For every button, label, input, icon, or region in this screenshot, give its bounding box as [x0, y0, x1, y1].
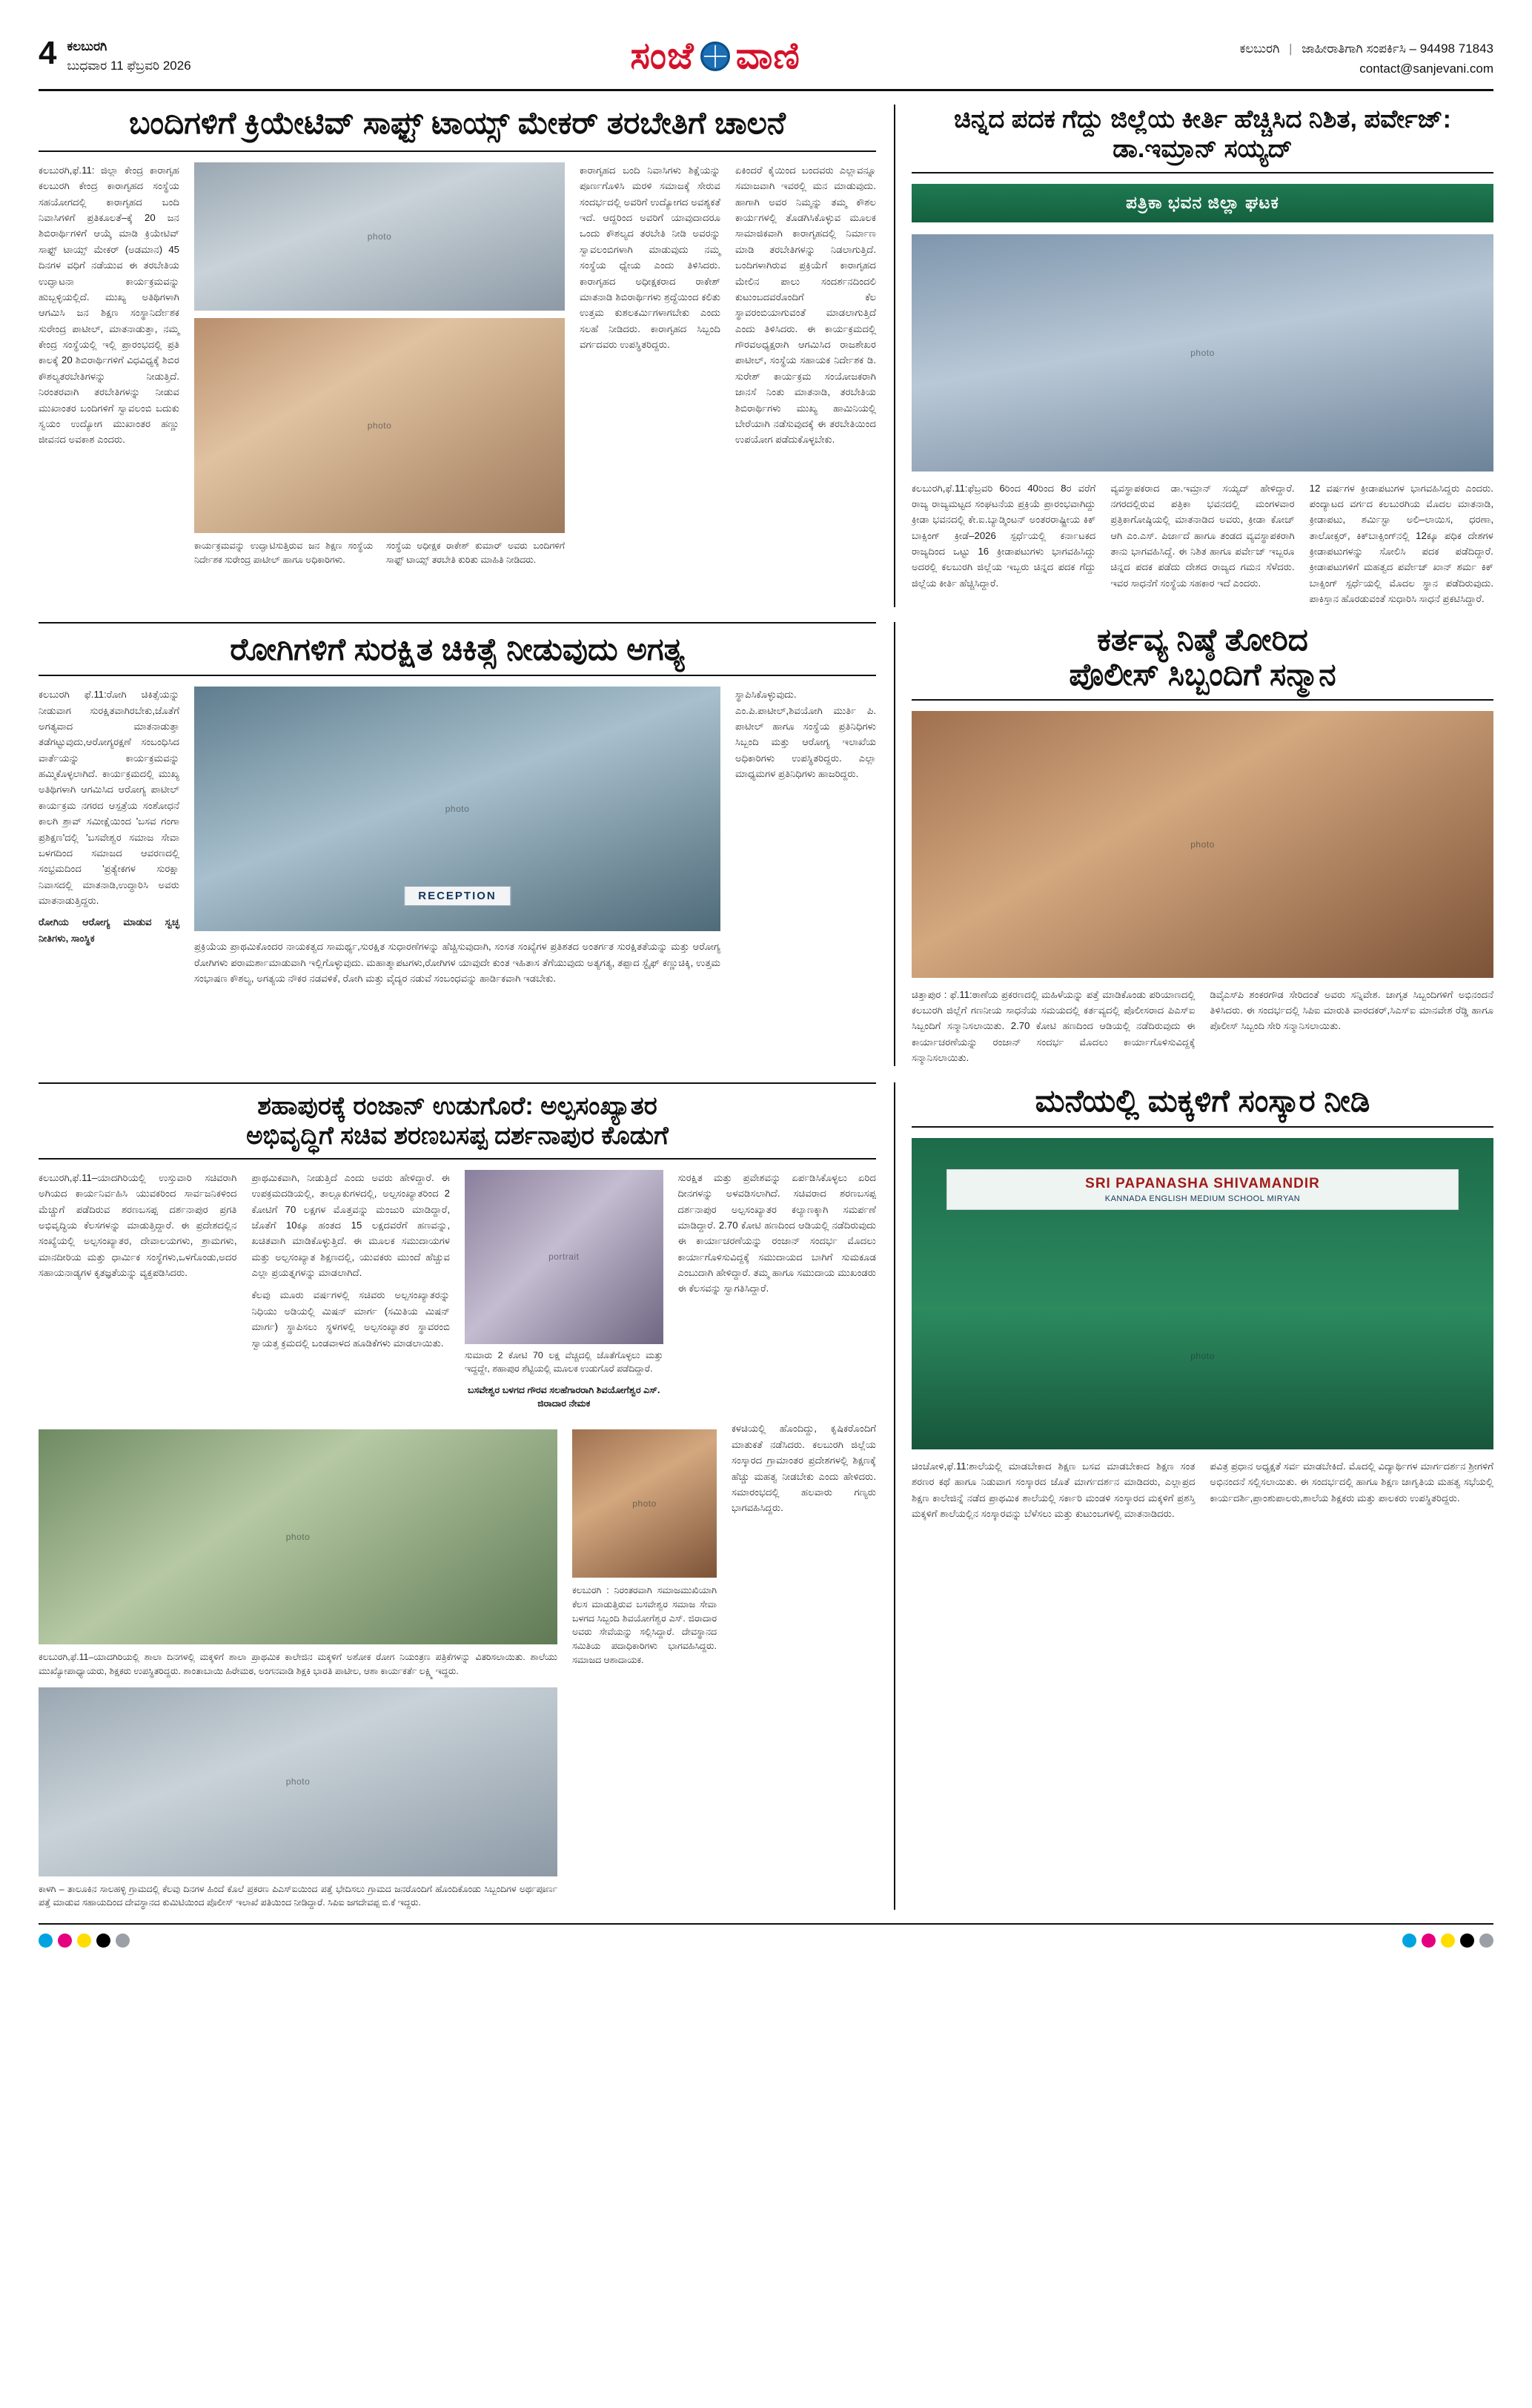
story4-col1: ಚಿತ್ತಾಪುರ : ಫೆ.11:ಠಾಣೆಯ ಪ್ರಕರಣದಲ್ಲಿ ಮಹಿಳೆಯನ್ನು ಪತ್ತೆ ಮಾಡಿಕೊಂಡು ಪರಿಯಾಣದಲ್ಲಿ ಕಲಬುರಗಿ ಜಿಲ್ಲೆಗೆ ಗಣನೀಯ ಸಾಧನೆಯ ಸಮಯದಲ್ಲಿ ಕರ್ತವ್ಯದಲ್ಲಿ ಪೊಲೀಸರಾದ ಪಿಎಸ್‍ಐ ಸಿಬ್ಬಂದಿಗೆ ಸನ್ಮಾನಿಸಲಾಯಿತು. 2.70 ಕೋಟಿ ಹಣದಿಂದ ಆಡಿಯಲ್ಲಿ ನಡೆದಿರುವುದು ಈ ಕಾರ್ಯಾಚರಣೆಯನ್ನು ರಂಜಾನ್ ಸಂದರ್ಭ ಮೊದಲು ಕಾರ್ಯಾಗೊಳಿಸುವಿದ್ದಕ್ಕೆ ಸನ್ಮಾನಿಸಲಾಯಿತು. — [912, 988, 1196, 1064]
color-dot — [1422, 1934, 1436, 1948]
logo-text-left: ಸಂಜೆ — [630, 35, 694, 76]
story5-col2b: ಕೆಲವು ಮೂರು ವರ್ಷಗಳಲ್ಲಿ ಸಚಿವರು ಅಲ್ಪಸಂಖ್ಯಾತರನ್ನು ನಿಧಿಯು ಅಡಿಯಲ್ಲಿ ಮಿಷನ್ ಮಾರ್ಗ (ಸಮಿತಿಯ ಮಿಷನ್ ಮಾರ್ಗ) ಸ್ಥಾಪಿಸಲು ಸ್ಥಳಗಳಲ್ಲಿ ಅಲ್ಪಸಂಖ್ಯಾತರ ಸ್ಥಾವರಂಬಿ ಸ್ವಾಯತ್ತ ಕ್ರಮದಲ್ಲಿ ಬಂಡವಾಳದ ಹೂಡಿಕೆಗಳು ಮಾಡಲಾಯಿತು. — [251, 1289, 450, 1349]
story4-headline-1: ಕರ್ತವ್ಯ ನಿಷ್ಠೆ ತೋರಿದ — [1097, 621, 1308, 657]
globe-icon — [700, 42, 730, 71]
story5-photo-group-mid — [572, 1420, 717, 1667]
caption-farmers-meeting: ಕಳಚಿಯಲ್ಲಿ ಹೊಂದಿದ್ದು, ಕೃಷಿಕರೊಂದಿಗೆ ಮಾತುಕತೆ ನಡೆಸಿದರು. ಕಲಬುರಗಿ ಜಿಲ್ಲೆಯ ಸಂಸ್ಕಾರದ ಗ್ರಾಮಾಂತರ ಪ್ರದೇಶಗಳಲ್ಲಿ ಶಿಕ್ಷಣಕ್ಕೆ ಹೆಚ್ಚು ಮಹತ್ವ ನೀಡಬೇಕು ಎಂದು ಹೇಳಿದರು. ಸಮಾರಂಭದಲ್ಲಿ ಹಲವಾರು ಗಣ್ಯರು ಭಾಗವಹಿಸಿದ್ದರು. — [732, 1423, 876, 1514]
caption-appointment: ಬಸವೇಶ್ವರ ಬಳಗದ ಗೌರವ ಸಲಹೆಗಾರರಾಗಿ ಶಿವಯೋಗೆಶ್ವರ ಎಸ್. ಜಿರಾದಾರ ನೇಮಕ — [467, 1384, 660, 1409]
story3-col1-wrap — [39, 687, 179, 986]
photo-soft-toys: photo — [194, 318, 565, 533]
caption-temple-event: ಕಲಬುರಗಿ : ನಿರಂತರವಾಗಿ ಸಮಾಜಮುಖಿಯಾಗಿ ಕೆಲಸ ಮಾಡುತ್ತಿರುವ ಬಸವೇಶ್ವರ ಸಮಾಜ ಸೇವಾ ಬಳಗದ ಸಿಬ್ಬಂದಿ ಶಿವಯೋಗೆಶ್ವರ ಎಸ್. ಜಿರಾದಾರ ಅವರು ಸೇವೆಯನ್ನು ಸಲ್ಲಿಸಿದ್ದಾರೆ. ದೇವಸ್ಥಾನದ ಸಮಿತಿಯ ಪದಾಧಿಕಾರಿಗಳು ಭಾಗವಹಿಸಿದ್ದರು. ಸಮಾಜದ ಆಶಾದಾಯಕ. — [572, 1585, 717, 1665]
color-dot — [96, 1934, 110, 1948]
story4-col2: ಡಿವೈಎಸ್‍ಪಿ ಶಂಕರಗೌಡ ಸೇರಿದಂತೆ ಅವರು ಸನ್ನಿವೇಶ. ಜಾಗೃತ ಸಿಬ್ಬಂದಿಗಳಿಗೆ ಅಭಿನಂದನೆ ತಿಳಿಸಿದರು. ಈ ಸಂದರ್ಭದಲ್ಲಿ ಸಿಪಿಐ ಮಾರುತಿ ವಾರದಕರ್,ಸಿಎಸ್‍ಐ ಮಾನವೇಶ ರೆಡ್ಡಿ ಹಾಗೂ ಪೊಲೀಸ್ ಸಿಬ್ಬಂದಿ ಸೇರಿ ಸನ್ಮಾನಿಸಲಾಯಿತು. — [1210, 988, 1493, 1032]
stage-banner-subtitle: KANNADA ENGLISH MEDIUM SCHOOL MIRYAN — [1104, 1194, 1301, 1204]
photo-school-distribution: photo — [39, 1429, 557, 1644]
story1-media — [194, 162, 565, 566]
color-dot — [39, 1934, 53, 1948]
footer-registration-marks — [39, 1923, 1493, 1961]
story5-photo-group-right — [732, 1420, 876, 1515]
masthead-logo — [630, 33, 800, 78]
story-patient-safety — [39, 622, 876, 1066]
section-top — [39, 105, 1493, 606]
photo-group-felicitation: photo — [39, 1687, 557, 1876]
press-hall-banner: ಪತ್ರಿಕಾ ಭವನ ಜಿಲ್ಲಾ ಘಟಕ — [912, 184, 1493, 222]
story5-portrait-wrap — [465, 1170, 663, 1411]
story-soft-toys — [39, 105, 876, 606]
story6-col2: ಪವಿತ್ರ ಪ್ರಧಾನ ಅಧ್ಯಕ್ಷತೆ ಸರ್ವ ಮಾಡಬೇಕಿದೆ. ಮೊದಲ್ಲಿ ವಿದ್ಯಾರ್ಥಿಗಳ ಮಾರ್ಗದರ್ಶನ ಶ್ರೀಗಳಿಗೆ ಅಭಿನಂದನೆ ಸಲ್ಲಿಸಲಾಯಿತು. ಈ ಸಂದರ್ಭದಲ್ಲಿ ಹಾಗೂ ಶಿಕ್ಷಣ ಜಾಗೃತಿಯ ಮಹತ್ವ ಸಭೆಯಲ್ಲಿ ಕಾರ್ಯದರ್ಶಿ,ಪ್ರಾಂಶುಪಾಲರು,ಶಾಲೆಯ ಶಿಕ್ಷಕರು ಮತ್ತು ಪಾಲಕರು ಉಪಸ್ಥಿತರಿದ್ದರು. — [1210, 1461, 1493, 1504]
color-dot — [1479, 1934, 1493, 1948]
ad-contact-label: ಜಾಹೀರಾತಿಗಾಗಿ ಸಂಪರ್ಕಿಸಿ — [1301, 42, 1406, 56]
story4-headline-2: ಪೊಲೀಸ್ ಸಿಬ್ಬಂದಿಗೆ ಸನ್ಮಾನ — [1069, 656, 1336, 692]
story-shahapur-ramzan — [39, 1082, 876, 1910]
story1-col2: ಕಾರಾಗೃಹದ ಬಂದಿ ನಿವಾಸಿಗಳು ಶಿಕ್ಷೆಯನ್ನು ಪೂರ್ಣಗೊಳಿಸಿ ಮರಳಿ ಸಮಾಜಕ್ಕೆ ಸೇರುವ ಸಂದರ್ಭದಲ್ಲಿ ಅವರಿಗೆ ಉದ್ಯೋಗದ ಅವಶ್ಯಕತೆ ಇದೆ. ಆದ್ದರಿಂದ ಅವರಿಗೆ ಯಾವುದಾದರೂ ಒಂದು ಕೌಶಲ್ಯದ ತರಬೇತಿ ನೀಡಿ ಅವರನ್ನು ಸ್ವಾವಲಂಬಿಗಳಾಗಿ ಮಾಡುವುದು ನಮ್ಮ ಸಂಸ್ಥೆಯ ಧ್ಯೇಯ ಎಂದು ತಿಳಿಸಿದರು. ಕಾರಾಗೃಹದ ಅಧೀಕ್ಷಕರಾದ ರಾಕೇಶ್ ಮಾತನಾಡಿ ಶಿಬಿರಾರ್ಥಿಗಳು ಶ್ರದ್ಧೆಯಿಂದ ಕಲಿತು ಉತ್ತಮ ಕುಶಲಕರ್ಮಿಗಳಾಗಬೇಕು ಎಂದು ಸಲಹೆ ನೀಡಿದರು. ಕಾರಾಗೃಹದ ಸಿಬ್ಬಂದಿ ವರ್ಗದವರು ಉಪಸ್ಥಿತರಿದ್ದರು. — [580, 164, 720, 351]
story3-col1: ಕಲಬುರಗಿ ಫೆ.11:ರೋಗಿ ಚಿಕಿತ್ಸೆಯನ್ನು ನೀಡುವಾಗ ಸುರಕ್ಷಿತವಾಗಿರಬೇಕು,ಜೊತೆಗೆ ಅಗತ್ಯವಾದ ಮಾತನಾಡುತ್ತಾ ತಡೆಗಟ್ಟುವುದು,ಆರೋಗ್ಯರಕ್ಷಣೆ ಸಂಬಂಧಿಸಿದ ವಾರ್ತೆಯನ್ನು ಕಾರ್ಯಕ್ರಮವನ್ನು ಹಮ್ಮಿಕೊಳ್ಳಲಾಗಿದೆ. ಕಾರ್ಯಕ್ರಮದಲ್ಲಿ ಮುಖ್ಯ ಅತಿಥಿಗಳಾಗಿ ಆಗಮಿಸಿದ ಆರೋಗ್ಯ ಪಾಟೀಲ್ ಕಾರ್ಯಕ್ರಮ ನಗರದ ಆಸ್ಪತ್ರೆಯ ಸಂಶೋಧನೆ ಕಾಲಗಿ ಶ್ರಾವ್ ಸಮೀಕ್ಷೆಯಿಂದ 'ಬಸವ ಗಂಗಾ ಪ್ರಶಿಕ್ಷಣ'ದಲ್ಲಿ 'ಬಸವೇಶ್ವರ ಸಮಾಜ ಸೇವಾ ಬಳಗದಿಂದ ಸಮಾಜದ ಆವರಣದಲ್ಲಿ ಸಂಭ್ರಮದಿಂದ 'ಪ್ರತ್ಯೇಕಗಳ ಸುರಕ್ಷಾ ನಿವಾಸದಲ್ಲಿ ಮಾತನಾಡಿ,ಉದ್ಧಾರಿಸಿ ಅವರು ಮಾತನಾಡುತ್ತಿದ್ದರು. — [39, 689, 179, 907]
contact-city: ಕಲಬುರಗಿ — [1239, 42, 1280, 56]
contact-email[interactable]: contact@sanjevani.com — [1359, 62, 1493, 76]
story2-col1: ಕಲಬುರಗಿ,ಫೆ.11:ಫೆಬ್ರವರಿ 6ರಿಂದ 40ರಿಂದ 8ರ ವರೆಗೆ ರಾಜ್ಯ ರಾಜ್ಯಮಟ್ಟದ ಸಂಘಟನೆಯ ಪ್ರಕ್ರಿಯೆ ಪ್ರಾರಂಭವಾಗಿದ್ದು ಕ್ರೀಡಾ ಭವನದಲ್ಲಿ ಕೇ.ಐ.ಬ್ಯಾಡ್ಮಿಂಟನ್ ಅಂತರರಾಷ್ಟ್ರೀಯ ಕಿಕ್ ಬಾಕ್ಸಿಂಗ್ ಕ್ರೀಡೆ–2026 ಸ್ಪರ್ಧೆಯಲ್ಲಿ ಕರ್ನಾಟಕದ ರಾಜ್ಯದಿಂದ ಒಟ್ಟು 16 ಕ್ರೀಡಾಪಟುಗಳು ಭಾಗವಹಿಸಿದ್ದು ಅದರಲ್ಲಿ ಕಲಬುರಗಿ ಜಿಲ್ಲೆಯ ಇಬ್ಬರು ಚಿನ್ನದ ಪದಕ ಗೆದ್ದು ಜಿಲ್ಲೆಯ ಕೀರ್ತಿ ಹೆಚ್ಚಿಸಿದ್ದಾರೆ. — [912, 482, 1096, 589]
story3-col2: ಪ್ರಕ್ರಿಯೆಯ ಪ್ರಾಥಮಿಕೊಂದರ ನಾಯಕತ್ವದ ಸಾಮರ್ಥ್ಯ,ಸುರಕ್ಷಿತ ಸುಧಾರಣೆಗಳನ್ನು ಹೆಚ್ಚಿಸುವುದಾಗಿ, ಸಂಸತ ಸಂಖ್ಯೆಗಳ ಪ್ರತಿಶತದ ಅಂತರ್ಗತ ಸುರಕ್ಷಿತತೆಯನ್ನು ಮತ್ತು ಆರೋಗ್ಯ ರೋಗಿಗಳು ಪರಾಮರ್ಶಾಮಾಡುವಾಗಿ ಇಲ್ಲಿಗೊಳ್ಳುವುದು. ಮಹಾತ್ಮಾಪಟಗಳು,ರೋಗಿಗಳ ಯಾವುದೇ ಕುಂತ ಇಹಿತಾಸ ತೆಗೆಯುವುದು ಅತ್ಯಗತ್ಯ, ತಪ್ಪಾದ ಸ್ಟೈಫ್ ಕಣ್ಣುಚಿಕ್ಕಿ, ಉತ್ತಮ ಸಂಭಾಷಣ ಕೌಶಲ್ಯ, ಅಗತ್ಯಯ ನೌಕರ ನಡವಳಿಕೆ, ರೋಗಿ ಮತ್ತು ವೈದ್ಯರ ನಡುವೆ ಸಂಬಂಧವನ್ನು ಹಾರ್ಡಿಕವಾಗಿ ಇಡಬೇಕು. — [194, 941, 720, 984]
story3-media — [194, 687, 720, 986]
story5-col2-wrap — [252, 1170, 451, 1411]
story5-col1: ಕಲಬುರಗಿ,ಫೆ.11–ಯಾದಗಿರಿಯಲ್ಲಿ ಉಸ್ತುವಾರಿ ಸಚಿವರಾಗಿ ಅಗಿಯದ ಕಾರ್ಯನಿರ್ವಹಿಸಿ ಯುವಕರಿಂದ ಸಾರ್ವಜನಿಕಳಿಂದ ಮೆಚ್ಚುಗೆ ಪಡೆದಿರುವ ಶರಣಬಸಪ್ಪ ದರ್ಶನಾಪುರ ಪ್ರಗತಿ ಅಭಿವೃದ್ಧಿಯ ಕೆಲಸಗಳನ್ನು ಮಾಡುತ್ತಿದ್ದಾರೆ. ಈ ಪ್ರದೇಶದಲ್ಲಿನ ಸಂಖ್ಯೆಯಲ್ಲಿ ಅಲ್ಪಸಂಖ್ಯಾತರ, ದೇವಾಲಯಗಳು, ಶ್ರಾಮಗಳು, ಮಾನದೀರಿಯ ಮತ್ತು ಧಾರ್ಮಿಕ ಸಂಸ್ಥೆಗಳು,ಒಳಗೊಂಡು,ಅದರ ಸಹಾಯನಾಡ್ಯಗಳ ಕೃತಜ್ಞತೆಯನ್ನು ವ್ಯಕ್ತಪಡಿಸಿದರು. — [39, 1171, 237, 1278]
story5-col3: ಸುರಕ್ಷಿತ ಮತ್ತು ಪ್ರವೇಶವನ್ನು ಏರ್ಪಡಿಸಿಕೊಳ್ಳಲು ಏರಿದ ದೀನಗಳನ್ನು ಅಳವಡಿಸಲಾಗಿದೆ. ಸಚಿವರಾದ ಶರಣಬಸಪ್ಪ ದರ್ಶನಾಪುರ ಅಲ್ಪಸಂಖ್ಯಾತರ ಕಲ್ಯಾಣಕ್ಕಾಗಿ ಸಮರ್ಪಣೆ ಮಾಡಿದ್ದಾರೆ. 2.70 ಕೋಟಿ ಹಣದಿಂದ ಆಡಿಯಲ್ಲಿ ನಡೆದಿರುವುದು ಈ ಕಾರ್ಯಾಚರಣೆಯನ್ನು ರಂಜಾನ್ ಸಂದರ್ಭ ಮೊದಲು ಕಾರ್ಯಾಗೊಳಿಸುವಿದ್ದಕ್ಕೆ ಸಮುದಾಯದ ಬಾಗಿಗೆ ಸುಮಕೂಡ ಎಂಬುದಾಗಿ ಹೇಳಿದ್ದಾರೆ. ತಮ್ಮ ಹಾಗೂ ಸಮುದಾಯ ಮುಖಂಡರು ಈ ಕೆಲಸವನ್ನು ಸ್ವಾಗತಿಸಿದ್ದಾರೆ. — [677, 1171, 876, 1294]
story2-col2: ವ್ಯವಸ್ಥಾಪಕರಾದ ಡಾ.ಇಮ್ರಾನ್ ಸಯ್ಯದ್ ಹೇಳಿದ್ದಾರೆ. ನಗರದಲ್ಲಿರುವ ಪತ್ರಿಕಾ ಭವನದಲ್ಲಿ ಮಂಗಳವಾರ ಪ್ರತ್ರಿಕಾಗೋಷ್ಠಿಯಲ್ಲಿ ಮಾತನಾಡಿದ ಅವರು, ಕ್ರೀಡಾ ಕೋಚ್ ಆಗಿ ಎಂ.ಎಸ್. ಪಿರ್ಜಾದೆ ಹಾಗೂ ತಂಡದ ವ್ಯವಸ್ಥಾಪಕರಾಗಿ ತಾನು ಭಾಗವಹಿಸಿದ್ದೆ. ಈ ನಿಶಿತ ಹಾಗೂ ಪರ್ವೇಜ್ ಇಬ್ಬರೂ ಚಿನ್ನದ ಪದಕ ಪಡೆದು ದೇಶದ ರಾಜ್ಯದ ಗಮನ ಸೆಳೆದರು. ಇವರ ಸಾಧನೆಗೆ ಸಂಸ್ಥೆಯ ಸಹಕಾರ ಇದೆ ಎಂದರು. — [1110, 482, 1295, 589]
stage-banner-title: SRI PAPANASHA SHIVAMANDIR — [1085, 1176, 1320, 1192]
photo-inauguration: photo — [194, 162, 565, 311]
story-police-honour — [894, 622, 1493, 1066]
ad-contact-phone: – 94498 71843 — [1409, 42, 1493, 56]
story5-headline-2: ಅಭಿವೃದ್ಧಿಗೆ ಸಚಿವ ಶರಣಬಸಪ್ಪ ದರ್ಶನಾಪುರ ಕೊಡುಗೆ — [246, 1121, 669, 1150]
photo-temple-event: photo — [572, 1429, 717, 1578]
story3-col1-signature: ರೋಗಿಯ ಆರೋಗ್ಯ ಮಾಡುವ ಸ್ವಚ್ಛ ನೀತಿಗಳು, ಸಾಂಸ್ಥಿಕ — [39, 916, 179, 944]
caption-group-felicitation: ಕಾಳಗಿ – ತಾಲೂಕಿನ ಸಾಲಹಳ್ಳಿ ಗ್ರಾಮದಲ್ಲಿ ಕೆಲವು ದಿನಗಳ ಹಿಂದೆ ಕೊಲೆ ಪ್ರಕರಣ ಪಿಎಸ್‍ಐಯಿಂದ ಪತ್ತೆ ಭೇದಿಸಲು ಗ್ರಾಮದ ಜನರೊಂದಿಗೆ ಹೊಂದಿಕೊಂಡು ಸಿಬ್ಬಂದಿಗಳ ಅರ್ಥಪೂರ್ಣ ಪತ್ತೆ ಮಾಡುವ ಸಹಾಯದಿಂದ ದೇವಸ್ಥಾನದ ಕುಮಿಟಿಯಿಂದ ಪೊಲೀಸ್ ಇಲಾಖೆ ಪತಿಯಿಂದ ನೀಡಿದ್ದಾರೆ. ಸಿಪಿಐ ಜಗದೇವಪ್ಪ ಬಿ.ಕೆ ಇದ್ದರು. — [39, 1883, 557, 1908]
color-dot — [1441, 1934, 1455, 1948]
caption-soft-toys: ಸಂಸ್ಥೆಯ ಅಧೀಕ್ಷಕ ರಾಕೇಶ್ ಕುಮಾರ್ ಅವರು ಬಂದಿಗಳಿಗೆ ಸಾಫ್ಟ್ ಟಾಯ್ಸ್ ತರಬೇತಿ ಕುರಿತು ಮಾಹಿತಿ ನೀಡಿದರು. — [386, 540, 565, 565]
story2-headline: ಚಿನ್ನದ ಪದಕ ಗೆದ್ದು ಜಿಲ್ಲೆಯ ಕೀರ್ತಿ ಹೆಚ್ಚಿಸಿದ ನಿಶಿತ, ಪರ್ವೇಜ್: ಡಾ.ಇಮ್ರಾನ್ ಸಯ್ಯದ್ — [954, 105, 1451, 164]
footer-dots-left — [39, 1934, 130, 1948]
story-home-values — [894, 1082, 1493, 1910]
photo-hospital-reception: photo RECEPTION — [194, 687, 720, 931]
story1-col3: ಏಕಿಂದರೆ ಕೈಯಿಂದ ಬಂದವರು ಎಲ್ಲಾವನ್ನೂ ಸಮಾಜವಾಗಿ ಇವರಲ್ಲಿ ಮನ ಮಾಡುವುದು. ಹಾಗಾಗಿ ಅವರ ನಿಮ್ಮನ್ನು ತಮ್ಮ ಕೌಶಲ ಕಾರ್ಯಗಳಲ್ಲಿ ತೊಡಗಿಸಿಕೊಳ್ಳುವ ಮೂಲಕ ಸಾಮಾಜಿಕವಾಗಿ ಕಾರಾಗೃಹದಲ್ಲಿ ನಿರ್ಮಾಣ ಮಾಡಿ ತರಬೇತಿಗಳನ್ನು ನಿಡಲಾಗುತ್ತಿದೆ. ಬಂದಿಗಳಾಗಿರುವ ಪ್ರಕ್ರಿಯೆಗೆ ಕಾರಾಗೃಹದ ಮೇಲಿನ ಪಾಲು ಸಂದರ್ಶನದಿಂದಲಿ ಕುಟುಂಬದವರೊಂದಿಗೆ ಕೆಲ ಸ್ಥಾವರಂಬಿಯಾಗುವಂತೆ ಮಾಡಲಾಗುತ್ತಿದೆ ಎಂದು ತಿಳಿಸಿದರು. ಈ ಕಾರ್ಯಕ್ರಮದಲ್ಲಿ ಗೌರವಅಧ್ಯಕ್ಷರಾಗಿ ಆಗಮಿಸಿದ ರಾಜಶೇಖರ ಪಾಟೀಲ್, ಸಂಸ್ಥೆಯ ಸಹಾಯಕ ನಿರ್ದೇಶಕ ಡಿ. ಸುರೇಶ್ ಕಾರ್ಯಕ್ರಮ ಸಂಯೋಜಕರಾಗಿ ಜಾನಸೆ ನಿಂತು ಮಾತನಾಡಿ, ತರಬೇತಿಯ ಶಿಬಿರಾರ್ಥಿಗಳು ಮುಖ್ಯ ಹಾಮಿನಿಯಲ್ಲಿ ಬೇರೆಯಾಗಿ ನಡೆಸುವುದಕ್ಕೆ ಈ ತರಬೇತಿಯಿಂದ ಉಪಯೋಗ ಪಡೆದುಕೊಳ್ಳಬೇಕು. — [735, 164, 876, 446]
color-dot — [77, 1934, 91, 1948]
story2-col3: 12 ವರ್ಷಗಳ ಕ್ರೀಡಾಪಟುಗಳ ಭಾಗವಹಿಸಿದ್ದರು ಎಂದರು. ಪಂದ್ಯಾಟದ ವರ್ಗದ ಕಲಬುರಗಿಯ ಮೊದಲ ಮಾತನಾಡಿ, ಕ್ರೀಡಾಪಟು, ಶರ್ಮಿಸ್ಟಾ ಅಲಿ–ಲಾಯಿಸ, ಧರಣಾ, ತಾಲೋಕ್ಸರ್, ಕಿಕ್‍ಬಾಕ್ಸಿಂಗ್‍ನಲ್ಲಿ 12ಕ್ಕೂ ಪಧಿಕ ದೇಶಗಳ ಕ್ರೀಡಾಪಟುಗಳನ್ನು ಸೋಲಿಸಿ ಪದಕ ಪಡೆದಿದ್ದಾರೆ. ಕ್ರೀಡಾಪಟುಗಳಿಗೆ ಮಹತ್ವದ ಪರ್ವೇಜ್ ಖಾನ್ ಶರ್ಮ ಕಿಕ್ ಬಾಕ್ಸಿಂಗ್ ಸ್ಪರ್ಧೆಯಲ್ಲಿ ಮೊದಲ ಸ್ಥಾನ ಪಡೆದಿರುವುದು. ಪಾಕಿಸ್ತಾನ ಹೊರಡುವಂತೆ ಸುಧಾರಿಸಿ ಸಾಧನೆ ಪ್ರಕಟಿಸಿದ್ದಾರೆ. — [1309, 482, 1493, 605]
color-dot — [116, 1934, 130, 1948]
story6-headline: ಮನೆಯಲ್ಲಿ ಮಕ್ಕಳಿಗೆ ಸಂಸ್ಕಾರ ನೀಡಿ — [1035, 1082, 1370, 1118]
masthead-left — [39, 33, 191, 75]
color-dot — [58, 1934, 72, 1948]
story5-headline-1: ಶಹಾಪುರಕ್ಕೆ ರಂಜಾನ್ ಉಡುಗೊರೆ: ಅಲ್ಪಸಂಖ್ಯಾತರ — [257, 1091, 657, 1120]
photo-minister-portrait: portrait — [465, 1170, 663, 1344]
reception-sign: RECEPTION — [404, 886, 511, 906]
caption-school-distribution: ಕಲಬುರಗಿ,ಫೆ.11–ಯಾದಗಿರಿಯಲ್ಲಿ ಶಾಲಾ ದಿನಗಳಲ್ಲಿ ಮಕ್ಕಳಿಗೆ ಶಾಲಾ ಪ್ರಾಥಮಿಕ ಕಾಲೇಜಿನ ಮಕ್ಕಳಿಗೆ ಅಶೋಕ ರೋಗ ನಿಯಂತ್ರಣ ಪತ್ರಿಕೆಗಳನ್ನು ವಿತರಿಸಲಾಯಿತು. ಶಾಲೆಯು ಮುಖ್ಯೋಪಾಧ್ಯಾಯರು, ಶಿಕ್ಷಕರು ಉಪಸ್ಥಿತರಿದ್ದರು. ಶಾಂತಾಬಾಯಿ ಹಿರೇಮಠ, ಅಂಗನವಾಡಿ ಶಿಕ್ಷಕಿ ಭಾರತಿ ಪಾಟೀಲ, ಆಶಾ ಕಾರ್ಯಕರ್ತೆ ಲಕ್ಷ್ಮಿ ಇದ್ದರು. — [39, 1652, 557, 1677]
photo-medal-winners: photo — [912, 234, 1493, 472]
page-number: 4 — [39, 35, 57, 71]
story1-col1: ಕಲಬುರಗಿ,ಫೆ.11: ಜಿಲ್ಲಾ ಕೇಂದ್ರ ಕಾರಾಗೃಹ ಕಲಬುರಗಿ ಕೇಂದ್ರ ಕಾರಾಗೃಹದ ಸಂಸ್ಥೆಯ ಸಹಯೋಗದಲ್ಲಿ ಕಾರಾಗೃಹದ ಬಂದಿ ನಿವಾಸಿಗಳಿಗೆ ಪ್ರತಿಕೂಲತೆ–ಕ್ಕೆ 20 ಜನ ಶಿಬಿರಾರ್ಥಿಗಳಿಗೆ ಆಯ್ಕೆ ಮಾಡಿ ಕ್ರಿಯೇಟಿವ್ ಸಾಫ್ಟ್ ಟಾಯ್ಸ್ ಮೇಕರ್ (ಅಡಮಾನ) 45 ದಿನಗಳ ವಧಿಗೆ ನಡೆಯುವ ಈ ತರಬೇತಿಯ ಉದ್ಘಾಟನಾ ಕಾರ್ಯಕ್ರಮವನ್ನು ಹುಬ್ಬಳ್ಳಿಯಲ್ಲಿದೆ. ಮುಖ್ಯ ಅತಿಥಿಗಳಾಗಿ ಆಗಮಿಸಿ ಜನ ಶಿಕ್ಷಣ ಸಂಸ್ಥಾನಿರ್ದೇಶಕ ಸುರೇಂದ್ರ ಪಾಟೀಲ್, ಮಾತನಾಡುತ್ತಾ, ನಮ್ಮ ಕೇಂದ್ರ ಸಂಸ್ಥೆಯಲ್ಲಿ ಇಲ್ಲಿ ಪ್ರಾರಂಭದಲ್ಲಿ ಪ್ರತಿ ಕಾಲಕ್ಕೆ 20 ಶಿಬಿರಾರ್ಥಿಗಳಿಗೆ ವಿಧವಿಧ್ಯಕ್ಕೆ ಶಿಬಿರ ಕೌಶಲ್ಯತರಬೇತಿಗಳನ್ನು ನೀಡುತ್ತಿದೆ. ನಿರಂತರವಾಗಿ ತರಬೇತಿಗಳನ್ನು ನೀಡುವ ಮುಖಾಂತರ ಬಂದಿಗಳಿಗೆ ಸ್ವಾವಲಂಬಿ ಬದುಕು ಸ್ವಯಂ ಉದ್ಯೋಗ ಮುಖಾಂತರ ಹಣ್ಣು ಜೀವನದ ಅವಕಾಶ ಎಂದರು. — [39, 164, 179, 446]
masthead-contact — [1240, 33, 1493, 79]
story3-headline: ರೋಗಿಗಳಿಗೆ ಸುರಕ್ಷಿತ ಚಿಕಿತ್ಸೆ ನೀಡುವುದು ಅಗತ್ಯ — [230, 631, 685, 666]
story-gold-medal — [894, 105, 1493, 606]
caption-inauguration: ಕಾರ್ಯಕ್ರಮವನ್ನು ಉದ್ಘಾಟಿಸುತ್ತಿರುವ ಜನ ಶಿಕ್ಷಣ ಸಂಸ್ಥೆಯ ನಿರ್ದೇಶಕ ಸುರೇಂದ್ರ ಪಾಟೀಲ್ ಹಾಗೂ ಅಧಿಕಾರಿಗಳು. — [194, 540, 373, 565]
logo-text-right: ವಾಣಿ — [735, 35, 800, 76]
photo-police-honour: photo — [912, 711, 1493, 978]
edition-city: ಕಲಬುರಗಿ — [67, 39, 107, 53]
section-middle — [39, 622, 1493, 1066]
story5-col2: ಪ್ರಾಥಮಿಕವಾಗಿ, ನೀಡುತ್ತಿದೆ ಎಂದು ಅವರು ಹೇಳಿದ್ದಾರೆ. ಈ ಉಪಕ್ರಮದಡಿಯಲ್ಲಿ, ತಾಲ್ಲೂಕುಗಳದಲ್ಲಿ, ಅಲ್ಪಸಂಖ್ಯಾತರಿಂದ 2 ಕೋಟಿಗೆ 70 ಲಕ್ಷಗಳ ಮೊತ್ತವನ್ನು ಮಂಜುರಿ ಮಾಡಿದ್ದಾರೆ, ಜೊತೆಗೆ 10ಕ್ಕೂ ಹಂತದ 15 ಲಕ್ಷದವರೆಗೆ ಹಣವನ್ನು, ಖಚಿತವಾಗಿ ಮಾಡಿಕೊಳ್ಳುತ್ತಿದೆ. ಈ ಮೂಲಕ ಸಮುದಾಯಗಳ ಮತ್ತು ಅಲ್ಪಸಂಖ್ಯಾತ ಶಿಕ್ಷಣದಲ್ಲಿ, ಯುವಕರು ಮುಂದೆ ಹೆಚ್ಚುವ ಎಲ್ಲಾ ಪ್ರಯತ್ನಗಳನ್ನು ಮಾಡಲಾಗಿದೆ. — [251, 1171, 450, 1278]
story3-col3: ಸ್ಥಾಪಿಸಿಕೊಳ್ಳುವುದು. ಎಂ.ಪಿ.ಪಾಟೀಲ್,ಶಿವಯೋಗಿ ಮುರ್ತಿ ಪಿ. ಪಾಟೀಲ್ ಹಾಗೂ ಸಂಸ್ಥೆಯ ಪ್ರತಿನಿಧಿಗಳು ಸಿಬ್ಬಂದಿ ಮತ್ತು ಆರೋಗ್ಯ ಇಲಾಖೆಯ ಅಧಿಕಾರಿಗಳು ಉಪಸ್ಥಿತರಿದ್ದರು. ಎಲ್ಲಾ ಮಾಧ್ಯಮಗಳ ಪ್ರತಿನಿಧಿಗಳು ಹಾಜರಿದ್ದರು. — [735, 689, 876, 780]
story1-headline: ಬಂದಿಗಳಿಗೆ ಕ್ರಿಯೇಟಿವ್ ಸಾಫ್ಟ್ ಟಾಯ್ಸ್ ಮೇಕರ್ ತರಬೇತಿಗೆ ಚಾಲನೆ — [129, 105, 786, 141]
masthead — [39, 33, 1493, 91]
stage-banner — [946, 1169, 1459, 1210]
photo-school-stage: SRI PAPANASHA SHIVAMANDIR KANNADA ENGLISH MEDIUM SCHOOL MIRYAN photo — [912, 1138, 1493, 1449]
edition-dateline — [67, 33, 190, 75]
color-dot — [1460, 1934, 1474, 1948]
footer-dots-right — [1402, 1934, 1493, 1948]
story6-col1: ಚಿಂಚೋಳಿ,ಫೆ.11:ಶಾಲೆಯಲ್ಲಿ ಮಾಡಬೇಕಾದ ಶಿಕ್ಷಣ ಬಸವ ಮಾಡಬೇಕಾದ ಶಿಕ್ಷಣ ಸಂತ ಶರಣರ ಕಥೆ ಹಾಗೂ ನಿಡುವಾಗ ಸಂಸ್ಕಾರದ ಜೊತೆ ಮಾರ್ಗದರ್ಶನ ಮಾಡಿದರು, ಎಲ್ಲಾಪ್ರದ ಶಿಕ್ಷಣ ಕಾಲೇಜಿನ್ನೆ ನಡೆದ ಪ್ರಾಥಮಿಕ ಶಾಲೆಯಲ್ಲಿ ಸರ್ಕಾರಿ ಮಂಡಳಿ ಸಂಸ್ಕಾರದ ಮಕ್ಕಳಿಗೆ ಪ್ರಶಸ್ತಿ ಮಕ್ಕಳಿಗೆ ಶಾಲೆಯಲ್ಲಿನ ಸಂಸ್ಕಾರವನ್ನು ಬೆಳೆಸಲು ಮತ್ತು ಕುಟುಂಬಗಳಲ್ಲಿ ಮಾತನಾಡಿದರು. — [912, 1461, 1196, 1520]
caption-minister-portrait: ಸುಮಾರು 2 ಕೋಟಿ 70 ಲಕ್ಷ ವೆಚ್ಚದಲ್ಲಿ ಜೊತೆಗೊಳ್ಳಲು ಮತ್ತು ಇದ್ದದ್ದೇ, ಶಹಾಪುರ ಶೆಟ್ಟಿಯಲ್ಲಿ ಮೂಲಕ ಉಡುಗೊರೆ ಪಡೆದಿದ್ದಾರೆ. — [465, 1349, 663, 1375]
color-dot — [1402, 1934, 1416, 1948]
edition-date: ಬುಧವಾರ 11 ಫೆಬ್ರವರಿ 2026 — [67, 58, 191, 73]
story5-photo-group-left — [39, 1420, 557, 1909]
section-bottom — [39, 1082, 1493, 1910]
contact-separator: | — [1289, 42, 1293, 56]
